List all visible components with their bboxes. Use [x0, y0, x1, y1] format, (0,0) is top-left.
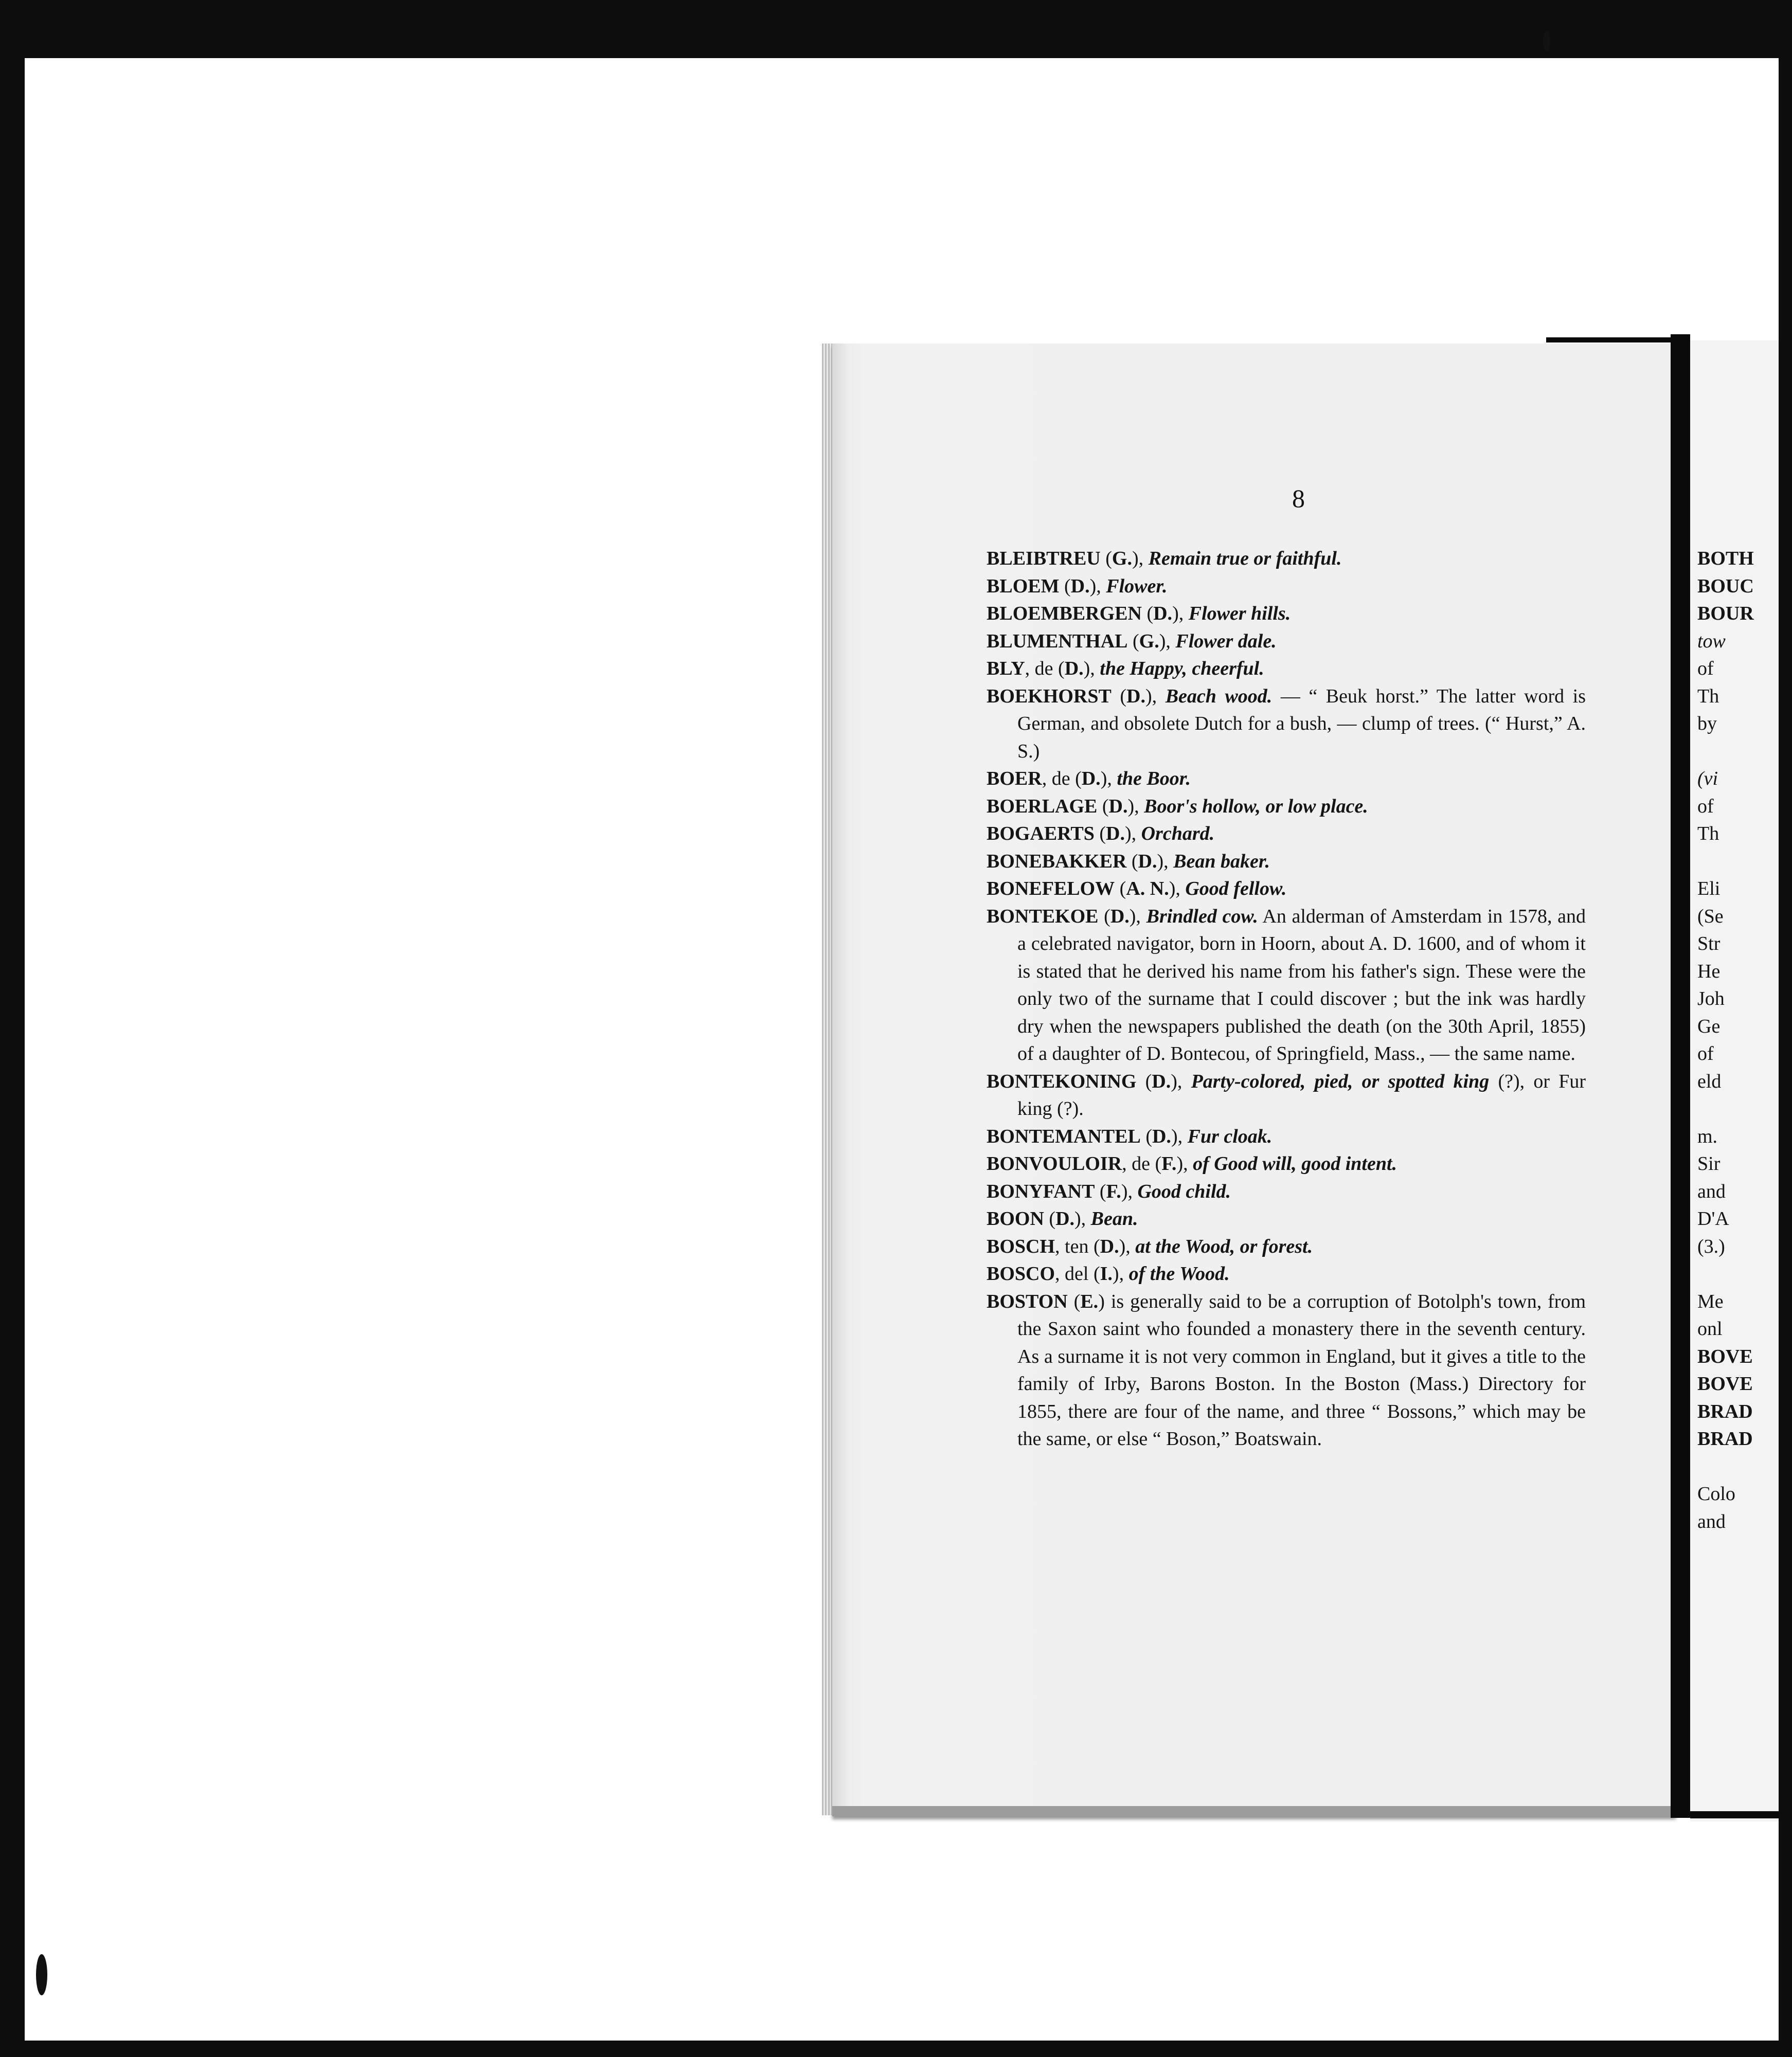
entry-language: D.	[1110, 905, 1130, 927]
entry-headword: BLOEM	[987, 575, 1060, 597]
facing-line: Eli	[1697, 878, 1721, 899]
entry-language: D.	[1055, 1208, 1075, 1230]
entry-language: D.	[1153, 603, 1173, 624]
facing-line: tow	[1697, 630, 1726, 652]
entry-punct: , de (	[1122, 1153, 1162, 1175]
entry-punct: (	[1097, 795, 1109, 817]
entry-punct: (	[1115, 878, 1126, 899]
scan-frame-right	[1779, 0, 1792, 2057]
entry-headword: BONVOULOIR	[987, 1153, 1122, 1175]
dictionary-entry	[987, 628, 1586, 656]
entry-language: F.	[1161, 1153, 1177, 1175]
facing-line: Th	[1697, 823, 1719, 844]
page-edge	[822, 344, 832, 1815]
entry-meaning: Good fellow.	[1185, 878, 1287, 899]
page-shadow	[832, 1806, 1676, 1816]
entry-meaning: Beach wood.	[1165, 685, 1273, 707]
dictionary-entry	[987, 655, 1586, 683]
entry-language: D.	[1126, 685, 1145, 707]
entry-headword: BOER	[987, 768, 1042, 789]
entry-punct: ),	[1074, 1208, 1091, 1230]
entry-headword: BLUMENTHAL	[987, 630, 1128, 652]
facing-line	[1697, 1095, 1780, 1123]
entry-note: (?), or Fur king (?).	[1017, 1070, 1586, 1120]
entry-punct: , de (	[1025, 658, 1065, 679]
entry-punct: ),	[1171, 1125, 1188, 1147]
facing-line	[1697, 848, 1780, 876]
entry-headword: BOGAERTS	[987, 823, 1095, 844]
entry-language: G.	[1139, 630, 1159, 652]
dictionary-entry	[987, 1205, 1586, 1233]
entry-punct: ),	[1129, 905, 1146, 927]
entry-punct: ),	[1159, 630, 1176, 652]
entry-punct: (	[1098, 905, 1110, 927]
scan-frame-top	[0, 0, 1792, 49]
facing-line: Sir	[1697, 1153, 1721, 1175]
dictionary-entry	[987, 820, 1586, 848]
dictionary-entry	[987, 903, 1586, 1068]
dictionary-entry	[987, 765, 1586, 793]
entry-punct: ),	[1121, 1180, 1138, 1202]
facing-line: BOVE	[1697, 1345, 1753, 1367]
entry-meaning: Fur cloak.	[1187, 1125, 1273, 1147]
entry-meaning: Flower hills.	[1188, 603, 1291, 624]
entry-punct: ),	[1124, 823, 1141, 844]
entry-meaning: Bean.	[1090, 1208, 1138, 1230]
entry-headword: BONEBAKKER	[987, 850, 1127, 872]
entry-punct: (	[1127, 630, 1139, 652]
entry-punct: ),	[1176, 1153, 1193, 1175]
scan-frame-top-edge	[0, 49, 1792, 58]
page-number: 8	[1292, 484, 1305, 513]
dictionary-entry	[987, 1068, 1586, 1123]
entry-punct: ),	[1132, 548, 1149, 569]
entry-language: D.	[1152, 1070, 1171, 1092]
entry-headword: BOON	[987, 1208, 1044, 1230]
facing-line: of	[1697, 1043, 1714, 1064]
facing-line	[1697, 738, 1780, 766]
entry-language: D.	[1081, 768, 1101, 789]
facing-line: (3.)	[1697, 1235, 1725, 1257]
entry-meaning: Boor's hollow, or low place.	[1144, 795, 1368, 817]
entry-language: E.	[1080, 1290, 1099, 1312]
facing-line: BRAD	[1697, 1428, 1753, 1450]
facing-line: BOVE	[1697, 1373, 1753, 1395]
entry-punct: (	[1126, 850, 1138, 872]
entry-meaning: the Boor.	[1117, 768, 1191, 789]
entry-language: D.	[1152, 1125, 1171, 1147]
entry-punct: (	[1136, 1070, 1152, 1092]
entry-headword: BOERLAGE	[987, 795, 1098, 817]
dictionary-entry	[987, 1260, 1586, 1288]
entry-headword: BLOEMBERGEN	[987, 603, 1142, 624]
entry-headword: BONTEKOE	[987, 905, 1099, 927]
facing-page-bottom	[1690, 1811, 1779, 1818]
facing-line: Str	[1697, 933, 1721, 954]
facing-line: by	[1697, 713, 1717, 734]
entry-headword: BONTEKONING	[987, 1070, 1137, 1092]
dictionary-entry	[987, 1178, 1586, 1206]
dictionary-entry	[987, 793, 1586, 821]
entry-punct: )	[1098, 1290, 1111, 1312]
entry-meaning: Flower.	[1106, 575, 1168, 597]
facing-line: Th	[1697, 685, 1719, 707]
facing-line: and	[1697, 1180, 1726, 1202]
facing-line: onl	[1697, 1318, 1723, 1340]
entry-punct: (	[1140, 1125, 1152, 1147]
entry-headword: BLEIBTREU	[987, 548, 1101, 569]
entry-headword: BOEKHORST	[987, 685, 1112, 707]
facing-line: eld	[1697, 1070, 1722, 1092]
entry-language: F.	[1106, 1180, 1121, 1202]
entry-punct: (	[1059, 575, 1071, 597]
entry-punct: ),	[1127, 795, 1144, 817]
entry-punct: ),	[1083, 658, 1100, 679]
entry-punct: ),	[1157, 850, 1174, 872]
entry-punct: ),	[1145, 685, 1166, 707]
dictionary-entry	[987, 875, 1586, 903]
entry-meaning: Bean baker.	[1173, 850, 1270, 872]
entry-punct: (	[1044, 1208, 1056, 1230]
entry-language: D.	[1138, 850, 1157, 872]
entry-meaning: at the Wood, or forest.	[1135, 1235, 1313, 1257]
entry-punct: , de (	[1042, 768, 1082, 789]
entry-punct: (	[1095, 1180, 1106, 1202]
facing-line: and	[1697, 1510, 1726, 1532]
entry-language: D.	[1108, 795, 1128, 817]
book-gutter	[1671, 334, 1690, 1818]
entry-headword: BOSTON	[987, 1290, 1068, 1312]
entry-punct: ),	[1100, 768, 1117, 789]
entry-language: D.	[1070, 575, 1090, 597]
entry-meaning: Flower dale.	[1175, 630, 1277, 652]
facing-line: m.	[1697, 1125, 1718, 1147]
entry-note: — “ Beuk horst.” The latter word is German, and obsolete Dutch for a bush, — clump of trees. (“ Hurst,” A. S.)	[1017, 685, 1586, 762]
entry-meaning: the Happy, cheerful.	[1100, 658, 1264, 679]
entry-meaning: Remain true or faithful.	[1148, 548, 1342, 569]
entry-punct: (	[1094, 823, 1106, 844]
entry-headword: BOSCO	[987, 1263, 1055, 1285]
facing-line: (Se	[1697, 905, 1724, 927]
entry-punct: ),	[1112, 1263, 1129, 1285]
entry-punct: (	[1111, 685, 1127, 707]
entry-punct: (	[1067, 1290, 1081, 1312]
entry-punct: ),	[1169, 878, 1186, 899]
dictionary-entry	[987, 1233, 1586, 1261]
entry-meaning: of Good will, good intent.	[1193, 1153, 1397, 1175]
facing-line	[1697, 1453, 1780, 1481]
entry-meaning: Orchard.	[1141, 823, 1215, 844]
entry-headword: BLY	[987, 658, 1025, 679]
entry-punct: , del (	[1055, 1263, 1100, 1285]
dictionary-entry	[987, 1123, 1586, 1151]
entry-meaning: Brindled cow.	[1146, 905, 1258, 927]
entry-note: is generally said to be a corruption of Botolph's town, from the Saxon saint who founded a monastery there in the seventh century. As a surname it is not very common in England, but it gives a title to the family of Irby, Barons Boston. In the Boston (Mass.) Directory for 1855, there are four of the name, and three “ Bossons,” which may be the same, or else “ Boson,” Boatswain.	[1017, 1290, 1586, 1450]
facing-line: of	[1697, 795, 1714, 817]
facing-line: Colo	[1697, 1483, 1735, 1505]
facing-line: BOUC	[1697, 575, 1754, 597]
entry-meaning: of the Wood.	[1128, 1263, 1230, 1285]
entry-punct: (	[1141, 603, 1154, 624]
scan-frame-bottom	[0, 2041, 1792, 2057]
dictionary-entries	[987, 545, 1586, 1453]
entry-language: G.	[1112, 548, 1132, 569]
entry-language: D.	[1100, 1235, 1119, 1257]
facing-line: of	[1697, 658, 1714, 679]
dictionary-entry	[987, 600, 1586, 628]
entry-language: D.	[1106, 823, 1125, 844]
dictionary-entry	[987, 683, 1586, 766]
entry-note: An alderman of Amsterdam in 1578, and a celebrated navigator, born in Hoorn, about A. D. 1600, and of whom it is stated that he derived his name from his father's sign. These were the only two of the surname that I could discover ; but the ink was hardly dry when the newspapers published the death (on the 30th April, 1855) of a daughter of D. Bontecou, of Springfield, Mass., — the same name.	[1017, 905, 1586, 1064]
entry-meaning: Party-colored, pied, or spotted king	[1191, 1070, 1490, 1092]
facing-line: BOUR	[1697, 603, 1754, 624]
scan-frame-left	[0, 0, 25, 2057]
facing-line: Ge	[1697, 1015, 1721, 1037]
entry-headword: BOSCH	[987, 1235, 1055, 1257]
scan-speck	[36, 1954, 47, 1995]
dictionary-entry	[987, 1150, 1586, 1178]
entry-punct: , ten (	[1055, 1235, 1100, 1257]
entry-headword: BONEFELOW	[987, 878, 1115, 899]
facing-line: BRAD	[1697, 1400, 1753, 1422]
gutter-top	[1546, 337, 1685, 342]
facing-line: Me	[1697, 1290, 1724, 1312]
scan-speck	[1543, 31, 1550, 51]
entry-language: A. N.	[1126, 878, 1169, 899]
entry-language: I.	[1100, 1263, 1113, 1285]
entry-headword: BONTEMANTEL	[987, 1125, 1141, 1147]
dictionary-entry	[987, 573, 1586, 601]
entry-punct: ),	[1171, 1070, 1191, 1092]
facing-line	[1697, 1260, 1780, 1288]
facing-line: He	[1697, 960, 1721, 982]
entry-headword: BONYFANT	[987, 1180, 1095, 1202]
dictionary-entry	[987, 1288, 1586, 1453]
entry-punct: ),	[1089, 575, 1106, 597]
facing-line: BOTH	[1697, 548, 1754, 569]
dictionary-entry	[987, 848, 1586, 876]
facing-line: D'A	[1697, 1208, 1729, 1230]
entry-punct: (	[1100, 548, 1112, 569]
facing-line: Joh	[1697, 988, 1725, 1009]
entry-punct: ),	[1172, 603, 1189, 624]
entry-meaning: Good child.	[1137, 1180, 1231, 1202]
facing-line: (vi	[1697, 768, 1718, 789]
entry-punct: ),	[1119, 1235, 1136, 1257]
entry-language: D.	[1064, 658, 1084, 679]
dictionary-entry	[987, 545, 1586, 573]
facing-page-text	[1697, 545, 1780, 1536]
